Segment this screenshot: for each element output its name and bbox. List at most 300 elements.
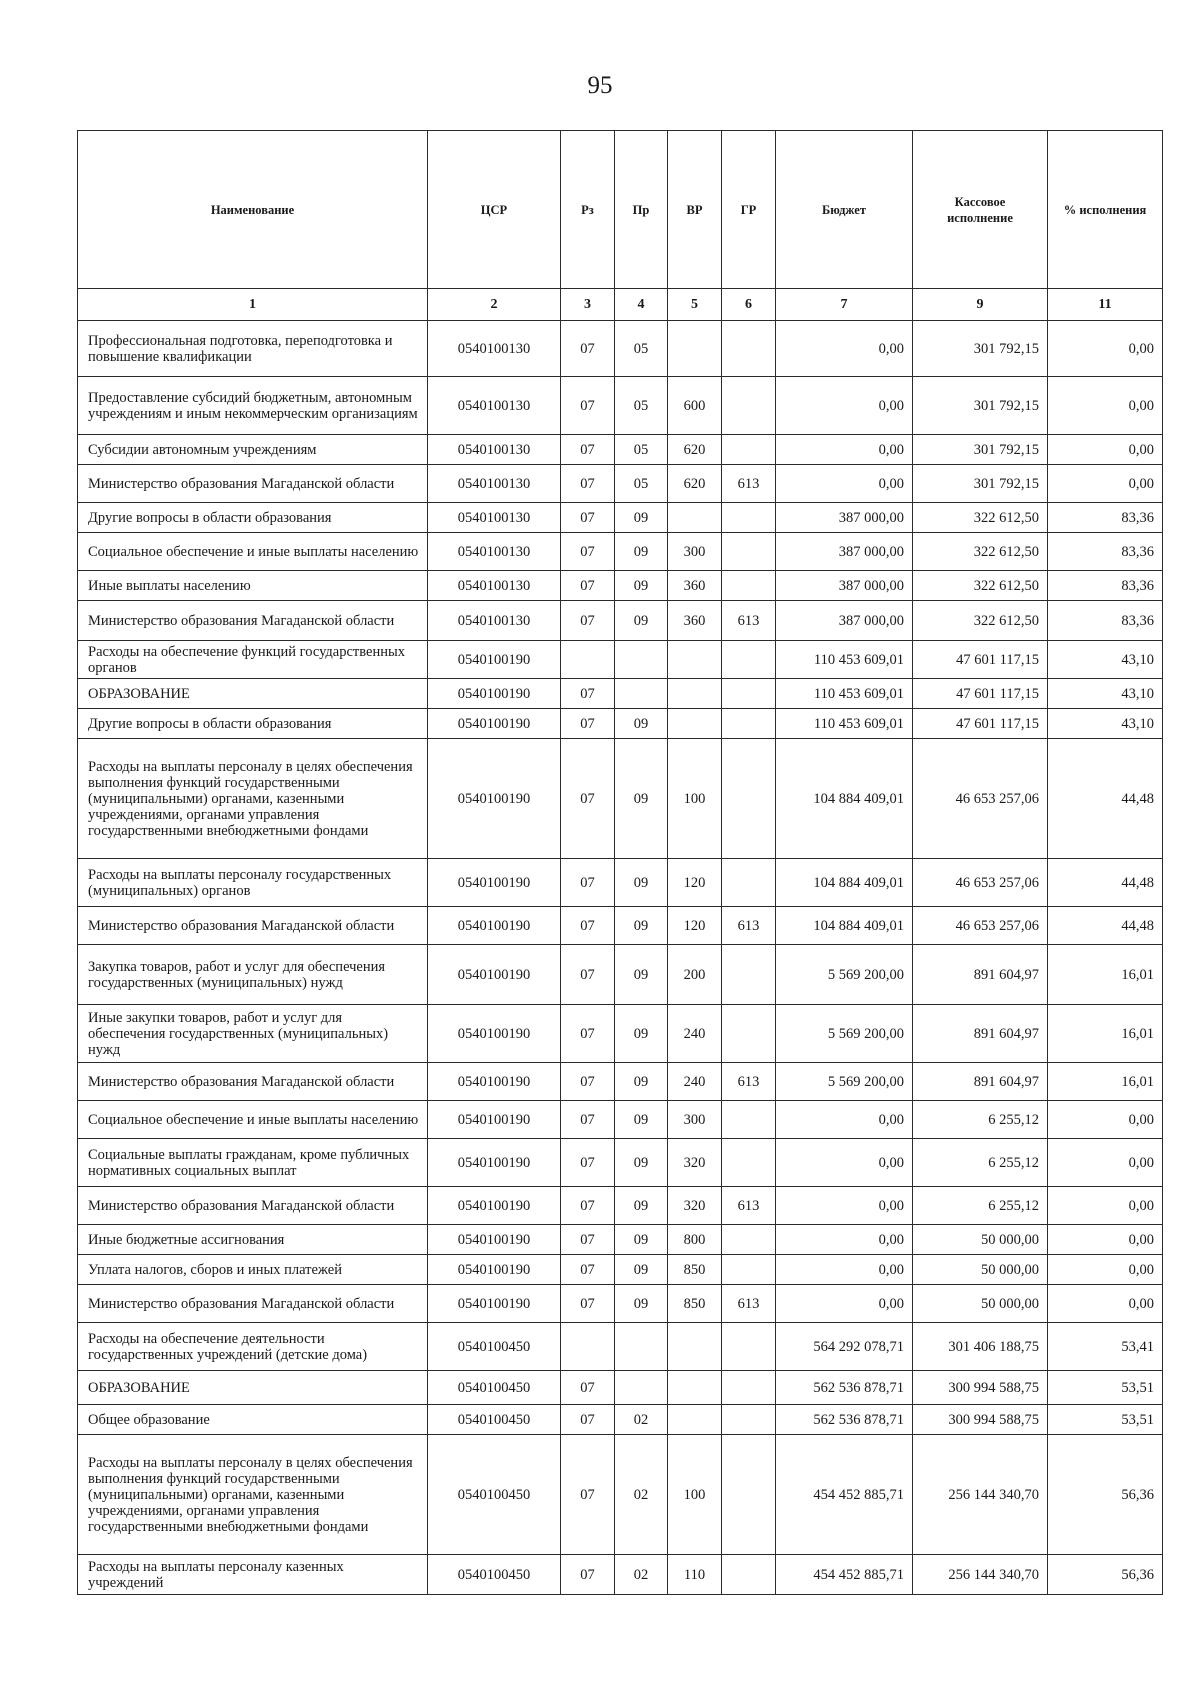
column-number: 11 bbox=[1048, 289, 1163, 321]
cell-pr: 02 bbox=[615, 1435, 668, 1555]
cell-rz: 07 bbox=[561, 907, 615, 945]
cell-name: Расходы на выплаты персоналу в целях обеспечения выполнения функций государственными (муниципальными) органами, казенными учреждениями, органами управления государственными внебюджетными фондами bbox=[78, 739, 428, 859]
cell-name: ОБРАЗОВАНИЕ bbox=[78, 679, 428, 709]
cell-budget: 0,00 bbox=[776, 321, 913, 377]
budget-table bbox=[77, 130, 1163, 1595]
cell-csr: 0540100130 bbox=[428, 571, 561, 601]
cell-pct: 0,00 bbox=[1048, 321, 1163, 377]
cell-name: Закупка товаров, работ и услуг для обеспечения государственных (муниципальных) нужд bbox=[78, 945, 428, 1005]
cell-rz: 07 bbox=[561, 1285, 615, 1323]
cell-budget: 562 536 878,71 bbox=[776, 1405, 913, 1435]
cell-kassa: 322 612,50 bbox=[913, 533, 1048, 571]
table-row bbox=[78, 571, 1163, 601]
cell-vr: 120 bbox=[668, 859, 722, 907]
cell-name: Министерство образования Магаданской области bbox=[78, 1063, 428, 1101]
cell-rz: 07 bbox=[561, 503, 615, 533]
cell-rz: 07 bbox=[561, 571, 615, 601]
cell-vr: 620 bbox=[668, 465, 722, 503]
cell-vr: 300 bbox=[668, 1101, 722, 1139]
cell-name: Социальное обеспечение и иные выплаты населению bbox=[78, 533, 428, 571]
header-rz: Рз bbox=[561, 131, 615, 289]
cell-name: Социальное обеспечение и иные выплаты населению bbox=[78, 1101, 428, 1139]
table-row bbox=[78, 435, 1163, 465]
cell-rz: 07 bbox=[561, 1371, 615, 1405]
table-row bbox=[78, 321, 1163, 377]
cell-gr: 613 bbox=[722, 1285, 776, 1323]
cell-pct: 44,48 bbox=[1048, 907, 1163, 945]
column-number: 2 bbox=[428, 289, 561, 321]
cell-rz: 07 bbox=[561, 1405, 615, 1435]
cell-rz: 07 bbox=[561, 1101, 615, 1139]
page-number: 95 bbox=[587, 72, 613, 99]
table-row bbox=[78, 1063, 1163, 1101]
header-vr: ВР bbox=[668, 131, 722, 289]
cell-pr: 09 bbox=[615, 1139, 668, 1187]
cell-pr: 09 bbox=[615, 1063, 668, 1101]
table-row bbox=[78, 1285, 1163, 1323]
cell-pct: 83,36 bbox=[1048, 533, 1163, 571]
cell-rz: 07 bbox=[561, 739, 615, 859]
cell-vr bbox=[668, 641, 722, 679]
cell-pct: 0,00 bbox=[1048, 1139, 1163, 1187]
cell-name: Другие вопросы в области образования bbox=[78, 709, 428, 739]
cell-vr: 300 bbox=[668, 533, 722, 571]
cell-pct: 0,00 bbox=[1048, 1285, 1163, 1323]
cell-csr: 0540100190 bbox=[428, 1225, 561, 1255]
header-pct: % исполнения bbox=[1048, 131, 1163, 289]
cell-rz: 07 bbox=[561, 1063, 615, 1101]
cell-kassa: 46 653 257,06 bbox=[913, 907, 1048, 945]
table-row bbox=[78, 1555, 1163, 1595]
cell-budget: 110 453 609,01 bbox=[776, 641, 913, 679]
cell-csr: 0540100190 bbox=[428, 907, 561, 945]
cell-vr: 850 bbox=[668, 1255, 722, 1285]
table-row bbox=[78, 907, 1163, 945]
cell-pr: 09 bbox=[615, 709, 668, 739]
cell-csr: 0540100190 bbox=[428, 1063, 561, 1101]
cell-pr: 05 bbox=[615, 435, 668, 465]
cell-pct: 0,00 bbox=[1048, 465, 1163, 503]
cell-kassa: 256 144 340,70 bbox=[913, 1555, 1048, 1595]
cell-rz: 07 bbox=[561, 1225, 615, 1255]
cell-gr bbox=[722, 533, 776, 571]
cell-gr: 613 bbox=[722, 465, 776, 503]
cell-gr bbox=[722, 1405, 776, 1435]
table-row bbox=[78, 1371, 1163, 1405]
cell-gr bbox=[722, 1255, 776, 1285]
cell-vr: 320 bbox=[668, 1187, 722, 1225]
cell-rz: 07 bbox=[561, 435, 615, 465]
cell-pr: 09 bbox=[615, 601, 668, 641]
cell-gr bbox=[722, 739, 776, 859]
cell-pct: 0,00 bbox=[1048, 1225, 1163, 1255]
cell-csr: 0540100190 bbox=[428, 1101, 561, 1139]
cell-name: Иные выплаты населению bbox=[78, 571, 428, 601]
table-row bbox=[78, 859, 1163, 907]
header-pr: Пр bbox=[615, 131, 668, 289]
cell-pr bbox=[615, 1323, 668, 1371]
cell-kassa: 6 255,12 bbox=[913, 1187, 1048, 1225]
cell-budget: 104 884 409,01 bbox=[776, 907, 913, 945]
cell-rz: 07 bbox=[561, 1555, 615, 1595]
cell-budget: 387 000,00 bbox=[776, 533, 913, 571]
cell-gr: 613 bbox=[722, 1063, 776, 1101]
cell-pr: 09 bbox=[615, 1187, 668, 1225]
cell-name: Министерство образования Магаданской области bbox=[78, 1187, 428, 1225]
cell-pr bbox=[615, 1371, 668, 1405]
cell-pr: 09 bbox=[615, 1005, 668, 1063]
cell-kassa: 50 000,00 bbox=[913, 1255, 1048, 1285]
cell-csr: 0540100130 bbox=[428, 533, 561, 571]
cell-kassa: 47 601 117,15 bbox=[913, 679, 1048, 709]
cell-gr: 613 bbox=[722, 907, 776, 945]
cell-pct: 43,10 bbox=[1048, 641, 1163, 679]
cell-rz: 07 bbox=[561, 321, 615, 377]
cell-pct: 83,36 bbox=[1048, 571, 1163, 601]
cell-pct: 16,01 bbox=[1048, 1063, 1163, 1101]
cell-name: Министерство образования Магаданской области bbox=[78, 907, 428, 945]
cell-csr: 0540100190 bbox=[428, 1005, 561, 1063]
cell-kassa: 301 406 188,75 bbox=[913, 1323, 1048, 1371]
cell-rz: 07 bbox=[561, 679, 615, 709]
cell-kassa: 300 994 588,75 bbox=[913, 1371, 1048, 1405]
cell-kassa: 322 612,50 bbox=[913, 601, 1048, 641]
cell-name: Расходы на выплаты персоналу государственных (муниципальных) органов bbox=[78, 859, 428, 907]
cell-budget: 5 569 200,00 bbox=[776, 1005, 913, 1063]
cell-name: Профессиональная подготовка, переподготовка и повышение квалификации bbox=[78, 321, 428, 377]
table-row bbox=[78, 1005, 1163, 1063]
table-row bbox=[78, 503, 1163, 533]
cell-pct: 0,00 bbox=[1048, 1187, 1163, 1225]
table-row bbox=[78, 465, 1163, 503]
cell-rz: 07 bbox=[561, 1435, 615, 1555]
cell-pr: 02 bbox=[615, 1555, 668, 1595]
cell-kassa: 46 653 257,06 bbox=[913, 739, 1048, 859]
cell-rz: 07 bbox=[561, 1255, 615, 1285]
cell-csr: 0540100450 bbox=[428, 1555, 561, 1595]
cell-vr: 360 bbox=[668, 601, 722, 641]
cell-rz bbox=[561, 1323, 615, 1371]
cell-rz: 07 bbox=[561, 377, 615, 435]
cell-vr bbox=[668, 503, 722, 533]
cell-budget: 0,00 bbox=[776, 1255, 913, 1285]
cell-pct: 53,51 bbox=[1048, 1371, 1163, 1405]
cell-budget: 0,00 bbox=[776, 1187, 913, 1225]
cell-pct: 83,36 bbox=[1048, 601, 1163, 641]
cell-pr: 09 bbox=[615, 907, 668, 945]
header-name: Наименование bbox=[78, 131, 428, 289]
cell-rz: 07 bbox=[561, 1187, 615, 1225]
cell-gr bbox=[722, 1323, 776, 1371]
cell-vr bbox=[668, 1371, 722, 1405]
cell-pct: 44,48 bbox=[1048, 739, 1163, 859]
cell-csr: 0540100130 bbox=[428, 321, 561, 377]
cell-vr: 320 bbox=[668, 1139, 722, 1187]
cell-pr: 09 bbox=[615, 1101, 668, 1139]
cell-pr: 09 bbox=[615, 1285, 668, 1323]
cell-vr: 850 bbox=[668, 1285, 722, 1323]
cell-gr bbox=[722, 1225, 776, 1255]
cell-vr: 240 bbox=[668, 1063, 722, 1101]
cell-csr: 0540100190 bbox=[428, 945, 561, 1005]
cell-name: Общее образование bbox=[78, 1405, 428, 1435]
cell-vr: 620 bbox=[668, 435, 722, 465]
table-row bbox=[78, 1255, 1163, 1285]
cell-budget: 562 536 878,71 bbox=[776, 1371, 913, 1405]
cell-vr: 800 bbox=[668, 1225, 722, 1255]
table-row bbox=[78, 1435, 1163, 1555]
cell-rz: 07 bbox=[561, 709, 615, 739]
cell-csr: 0540100190 bbox=[428, 641, 561, 679]
cell-csr: 0540100130 bbox=[428, 503, 561, 533]
table-row bbox=[78, 1225, 1163, 1255]
cell-pct: 53,41 bbox=[1048, 1323, 1163, 1371]
table-row bbox=[78, 1101, 1163, 1139]
cell-pr bbox=[615, 641, 668, 679]
cell-budget: 564 292 078,71 bbox=[776, 1323, 913, 1371]
cell-pct: 56,36 bbox=[1048, 1555, 1163, 1595]
cell-rz: 07 bbox=[561, 601, 615, 641]
cell-gr bbox=[722, 679, 776, 709]
cell-gr bbox=[722, 1101, 776, 1139]
table-row bbox=[78, 641, 1163, 679]
table-row bbox=[78, 377, 1163, 435]
table-row bbox=[78, 1187, 1163, 1225]
cell-kassa: 6 255,12 bbox=[913, 1101, 1048, 1139]
column-number: 5 bbox=[668, 289, 722, 321]
cell-pr: 09 bbox=[615, 571, 668, 601]
table-row bbox=[78, 601, 1163, 641]
cell-vr: 200 bbox=[668, 945, 722, 1005]
cell-csr: 0540100450 bbox=[428, 1323, 561, 1371]
cell-name: ОБРАЗОВАНИЕ bbox=[78, 1371, 428, 1405]
column-number: 1 bbox=[78, 289, 428, 321]
cell-vr bbox=[668, 679, 722, 709]
cell-gr bbox=[722, 945, 776, 1005]
cell-name: Социальные выплаты гражданам, кроме публичных нормативных социальных выплат bbox=[78, 1139, 428, 1187]
cell-pr: 09 bbox=[615, 1255, 668, 1285]
cell-kassa: 891 604,97 bbox=[913, 1063, 1048, 1101]
cell-csr: 0540100190 bbox=[428, 709, 561, 739]
cell-csr: 0540100190 bbox=[428, 1139, 561, 1187]
column-number: 7 bbox=[776, 289, 913, 321]
cell-vr: 240 bbox=[668, 1005, 722, 1063]
cell-vr bbox=[668, 1405, 722, 1435]
cell-name: Предоставление субсидий бюджетным, автономным учреждениям и иным некоммерческим организациям bbox=[78, 377, 428, 435]
cell-name: Министерство образования Магаданской области bbox=[78, 465, 428, 503]
cell-gr bbox=[722, 641, 776, 679]
cell-kassa: 50 000,00 bbox=[913, 1285, 1048, 1323]
cell-budget: 0,00 bbox=[776, 1225, 913, 1255]
cell-pct: 56,36 bbox=[1048, 1435, 1163, 1555]
cell-pct: 16,01 bbox=[1048, 1005, 1163, 1063]
cell-budget: 0,00 bbox=[776, 1139, 913, 1187]
cell-rz: 07 bbox=[561, 859, 615, 907]
table-row bbox=[78, 709, 1163, 739]
cell-name: Иные закупки товаров, работ и услуг для обеспечения государственных (муниципальных) нужд bbox=[78, 1005, 428, 1063]
cell-kassa: 256 144 340,70 bbox=[913, 1435, 1048, 1555]
cell-name: Расходы на выплаты персоналу в целях обеспечения выполнения функций государственными (муниципальными) органами, казенными учреждениями, органами управления государственными внебюджетными фондами bbox=[78, 1435, 428, 1555]
table-row bbox=[78, 1323, 1163, 1371]
cell-budget: 0,00 bbox=[776, 435, 913, 465]
cell-name: Расходы на обеспечение деятельности государственных учреждений (детские дома) bbox=[78, 1323, 428, 1371]
cell-budget: 104 884 409,01 bbox=[776, 739, 913, 859]
cell-name: Расходы на выплаты персоналу казенных учреждений bbox=[78, 1555, 428, 1595]
cell-csr: 0540100190 bbox=[428, 1285, 561, 1323]
cell-kassa: 300 994 588,75 bbox=[913, 1405, 1048, 1435]
cell-kassa: 301 792,15 bbox=[913, 435, 1048, 465]
cell-budget: 5 569 200,00 bbox=[776, 945, 913, 1005]
cell-name: Субсидии автономным учреждениям bbox=[78, 435, 428, 465]
cell-gr bbox=[722, 859, 776, 907]
cell-budget: 387 000,00 bbox=[776, 601, 913, 641]
cell-csr: 0540100190 bbox=[428, 739, 561, 859]
cell-kassa: 891 604,97 bbox=[913, 945, 1048, 1005]
cell-kassa: 50 000,00 bbox=[913, 1225, 1048, 1255]
cell-vr: 110 bbox=[668, 1555, 722, 1595]
cell-budget: 454 452 885,71 bbox=[776, 1435, 913, 1555]
cell-pr: 05 bbox=[615, 321, 668, 377]
cell-gr bbox=[722, 709, 776, 739]
cell-pct: 0,00 bbox=[1048, 1255, 1163, 1285]
column-number: 6 bbox=[722, 289, 776, 321]
cell-csr: 0540100450 bbox=[428, 1435, 561, 1555]
cell-vr: 120 bbox=[668, 907, 722, 945]
cell-budget: 104 884 409,01 bbox=[776, 859, 913, 907]
cell-pct: 0,00 bbox=[1048, 1101, 1163, 1139]
header-kassa: Кассовое исполнение bbox=[913, 131, 1048, 289]
cell-vr bbox=[668, 709, 722, 739]
cell-pr: 05 bbox=[615, 465, 668, 503]
cell-vr: 100 bbox=[668, 739, 722, 859]
cell-gr bbox=[722, 321, 776, 377]
table-row bbox=[78, 739, 1163, 859]
cell-pct: 43,10 bbox=[1048, 679, 1163, 709]
header-row bbox=[78, 131, 1163, 289]
cell-gr bbox=[722, 435, 776, 465]
cell-rz: 07 bbox=[561, 1005, 615, 1063]
cell-pr: 02 bbox=[615, 1405, 668, 1435]
cell-budget: 0,00 bbox=[776, 377, 913, 435]
header-budget: Бюджет bbox=[776, 131, 913, 289]
cell-budget: 454 452 885,71 bbox=[776, 1555, 913, 1595]
cell-csr: 0540100130 bbox=[428, 377, 561, 435]
cell-budget: 110 453 609,01 bbox=[776, 679, 913, 709]
column-number: 4 bbox=[615, 289, 668, 321]
cell-kassa: 322 612,50 bbox=[913, 503, 1048, 533]
cell-pr: 09 bbox=[615, 1225, 668, 1255]
cell-pct: 0,00 bbox=[1048, 435, 1163, 465]
cell-vr: 100 bbox=[668, 1435, 722, 1555]
cell-budget: 0,00 bbox=[776, 1285, 913, 1323]
cell-pr: 09 bbox=[615, 739, 668, 859]
cell-budget: 387 000,00 bbox=[776, 503, 913, 533]
cell-kassa: 47 601 117,15 bbox=[913, 641, 1048, 679]
cell-pr: 05 bbox=[615, 377, 668, 435]
cell-budget: 0,00 bbox=[776, 465, 913, 503]
cell-csr: 0540100130 bbox=[428, 601, 561, 641]
cell-csr: 0540100190 bbox=[428, 859, 561, 907]
cell-name: Министерство образования Магаданской области bbox=[78, 1285, 428, 1323]
cell-kassa: 6 255,12 bbox=[913, 1139, 1048, 1187]
cell-vr: 600 bbox=[668, 377, 722, 435]
cell-rz: 07 bbox=[561, 465, 615, 503]
cell-csr: 0540100190 bbox=[428, 679, 561, 709]
header-gr: ГР bbox=[722, 131, 776, 289]
cell-rz: 07 bbox=[561, 533, 615, 571]
cell-pr: 09 bbox=[615, 533, 668, 571]
cell-rz: 07 bbox=[561, 1139, 615, 1187]
cell-csr: 0540100130 bbox=[428, 435, 561, 465]
cell-gr: 613 bbox=[722, 601, 776, 641]
cell-name: Расходы на обеспечение функций государственных органов bbox=[78, 641, 428, 679]
cell-pr: 09 bbox=[615, 945, 668, 1005]
cell-name: Другие вопросы в области образования bbox=[78, 503, 428, 533]
cell-csr: 0540100190 bbox=[428, 1187, 561, 1225]
cell-pct: 43,10 bbox=[1048, 709, 1163, 739]
table-row bbox=[78, 945, 1163, 1005]
cell-pct: 16,01 bbox=[1048, 945, 1163, 1005]
cell-csr: 0540100450 bbox=[428, 1371, 561, 1405]
cell-name: Министерство образования Магаданской области bbox=[78, 601, 428, 641]
cell-budget: 387 000,00 bbox=[776, 571, 913, 601]
cell-pr: 09 bbox=[615, 503, 668, 533]
cell-kassa: 322 612,50 bbox=[913, 571, 1048, 601]
cell-csr: 0540100450 bbox=[428, 1405, 561, 1435]
cell-gr bbox=[722, 1371, 776, 1405]
cell-vr bbox=[668, 321, 722, 377]
cell-kassa: 301 792,15 bbox=[913, 321, 1048, 377]
cell-kassa: 891 604,97 bbox=[913, 1005, 1048, 1063]
cell-kassa: 301 792,15 bbox=[913, 377, 1048, 435]
cell-kassa: 47 601 117,15 bbox=[913, 709, 1048, 739]
cell-gr bbox=[722, 503, 776, 533]
cell-pct: 0,00 bbox=[1048, 377, 1163, 435]
table-row bbox=[78, 1405, 1163, 1435]
cell-gr bbox=[722, 571, 776, 601]
cell-pct: 83,36 bbox=[1048, 503, 1163, 533]
cell-pr: 09 bbox=[615, 859, 668, 907]
cell-gr bbox=[722, 1435, 776, 1555]
cell-vr: 360 bbox=[668, 571, 722, 601]
table-row bbox=[78, 679, 1163, 709]
column-number: 3 bbox=[561, 289, 615, 321]
cell-name: Иные бюджетные ассигнования bbox=[78, 1225, 428, 1255]
cell-rz: 07 bbox=[561, 945, 615, 1005]
cell-vr bbox=[668, 1323, 722, 1371]
cell-csr: 0540100190 bbox=[428, 1255, 561, 1285]
cell-pct: 53,51 bbox=[1048, 1405, 1163, 1435]
cell-pct: 44,48 bbox=[1048, 859, 1163, 907]
cell-budget: 110 453 609,01 bbox=[776, 709, 913, 739]
table-row bbox=[78, 533, 1163, 571]
column-number: 9 bbox=[913, 289, 1048, 321]
cell-gr bbox=[722, 377, 776, 435]
cell-budget: 5 569 200,00 bbox=[776, 1063, 913, 1101]
column-number-row bbox=[78, 289, 1163, 321]
cell-gr bbox=[722, 1139, 776, 1187]
cell-gr bbox=[722, 1005, 776, 1063]
cell-rz bbox=[561, 641, 615, 679]
cell-kassa: 46 653 257,06 bbox=[913, 859, 1048, 907]
header-csr: ЦСР bbox=[428, 131, 561, 289]
cell-gr bbox=[722, 1555, 776, 1595]
cell-kassa: 301 792,15 bbox=[913, 465, 1048, 503]
cell-pr bbox=[615, 679, 668, 709]
cell-budget: 0,00 bbox=[776, 1101, 913, 1139]
cell-gr: 613 bbox=[722, 1187, 776, 1225]
table-row bbox=[78, 1139, 1163, 1187]
